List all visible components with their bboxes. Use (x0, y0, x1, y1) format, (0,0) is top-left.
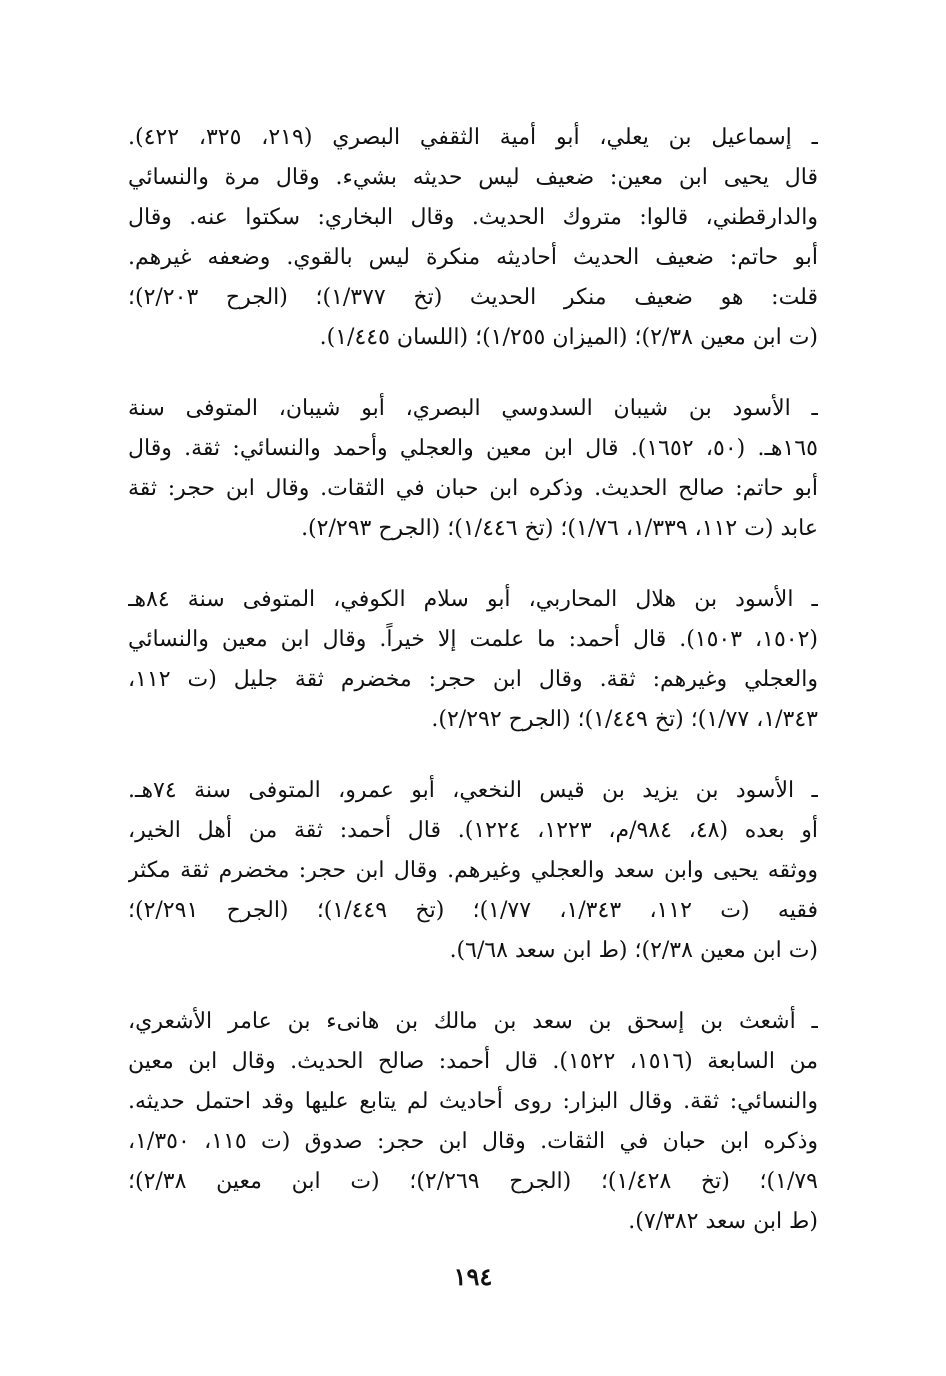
entry-ashath-bin-ishaq (128, 1002, 818, 1242)
text-line: ـ إسماعيل بن يعلي، أبو أمية الثقفي البصري (٢١٩، ٣٢٥، ٤٢٢). (128, 125, 818, 150)
text-line: من السابعة (١٥١٦، ١٥٢٢). قال أحمد: صالح الحديث. وقال ابن معين (128, 1049, 818, 1074)
text-line: ـ أشعث بن إسحق بن سعد بن مالك بن هانىء بن عامر الأشعري، (128, 1009, 818, 1034)
entry-aswad-bin-shayban (128, 389, 818, 549)
text-line: ـ الأسود بن يزيد بن قيس النخعي، أبو عمرو، المتوفى سنة ٧٤هـ. (128, 778, 818, 803)
text-line: ١/٧٩)؛ (تخ ١/٤٢٨)؛ (الجرح ٢/٢٦٩)؛ (ت ابن معين ٢/٣٨)؛ (128, 1169, 818, 1194)
text-line: فقيه (ت ١١٢، ١/٣٤٣، ١/٧٧)؛ (تخ ١/٤٤٩)؛ (الجرح ٢/٢٩١)؛ (128, 898, 818, 923)
text-line: عابد (ت ١١٢، ١/٣٣٩، ١/٧٦)؛ (تخ ١/٤٤٦)؛ (الجرح ٢/٢٩٣). (301, 516, 818, 541)
text-line: (١٥٠٢، ١٥٠٣). قال أحمد: ما علمت إلا خيراً. وقال ابن معين والنسائي (128, 627, 818, 652)
text-line: (ت ابن معين ٢/٣٨)؛ (ط ابن سعد ٦/٦٨). (449, 938, 818, 963)
text-line: ١٦٥هـ. (٥٠، ١٦٥٢). قال ابن معين والعجلي وأحمد والنسائي: ثقة. وقال (128, 436, 818, 461)
text-line: والدارقطني، قالوا: متروك الحديث. وقال البخاري: سكتوا عنه. وقال (128, 205, 818, 230)
page-number: ١٩٤ (453, 1262, 493, 1291)
page-body (128, 118, 818, 1273)
text-line: والنسائي: ثقة. وقال البزار: روى أحاديث لم يتابع عليها وقد احتمل حديثه. (128, 1089, 818, 1114)
text-line: ـ الأسود بن شيبان السدوسي البصري، أبو شيبان، المتوفى سنة (128, 396, 818, 421)
entry-aswad-bin-yazid (128, 771, 818, 971)
text-line: ١/٣٤٣، ١/٧٧)؛ (تخ ١/٤٤٩)؛ (الجرح ٢/٢٩٢). (431, 707, 818, 732)
text-line: قال يحيى ابن معين: ضعيف ليس حديثه بشيء. وقال مرة والنسائي (128, 165, 818, 190)
text-line: ـ الأسود بن هلال المحاربي، أبو سلام الكوفي، المتوفى سنة ٨٤هـ (128, 587, 818, 612)
text-line: ووثقه يحيى وابن سعد والعجلي وغيرهم. وقال ابن حجر: مخضرم ثقة مكثر (128, 858, 818, 883)
text-line: أبو حاتم: ضعيف الحديث أحاديثه منكرة ليس بالقوي. وضعفه غيرهم. (128, 245, 818, 270)
text-line: (ت ابن معين ٢/٣٨)؛ (الميزان ١/٢٥٥)؛ (اللسان ١/٤٤٥). (319, 325, 818, 350)
text-line: أو بعده (٤٨، ٩٨٤/م، ١٢٢٣، ١٢٢٤). قال أحمد: ثقة من أهل الخير، (128, 818, 818, 843)
entry-aswad-bin-hilal (128, 580, 818, 740)
entry-ismail-bin-yali (128, 118, 818, 358)
text-line: وذكره ابن حبان في الثقات. وقال ابن حجر: صدوق (ت ١١٥، ١/٣٥٠، (128, 1129, 818, 1154)
text-line: قلت: هو ضعيف منكر الحديث (تخ ١/٣٧٧)؛ (الجرح ٢/٢٠٣)؛ (128, 285, 818, 310)
text-line: (ط ابن سعد ٧/٣٨٢). (628, 1209, 818, 1234)
text-line: أبو حاتم: صالح الحديث. وذكره ابن حبان في الثقات. وقال ابن حجر: ثقة (128, 476, 818, 501)
text-line: والعجلي وغيرهم: ثقة. وقال ابن حجر: مخضرم ثقة جليل (ت ١١٢، (128, 667, 818, 692)
